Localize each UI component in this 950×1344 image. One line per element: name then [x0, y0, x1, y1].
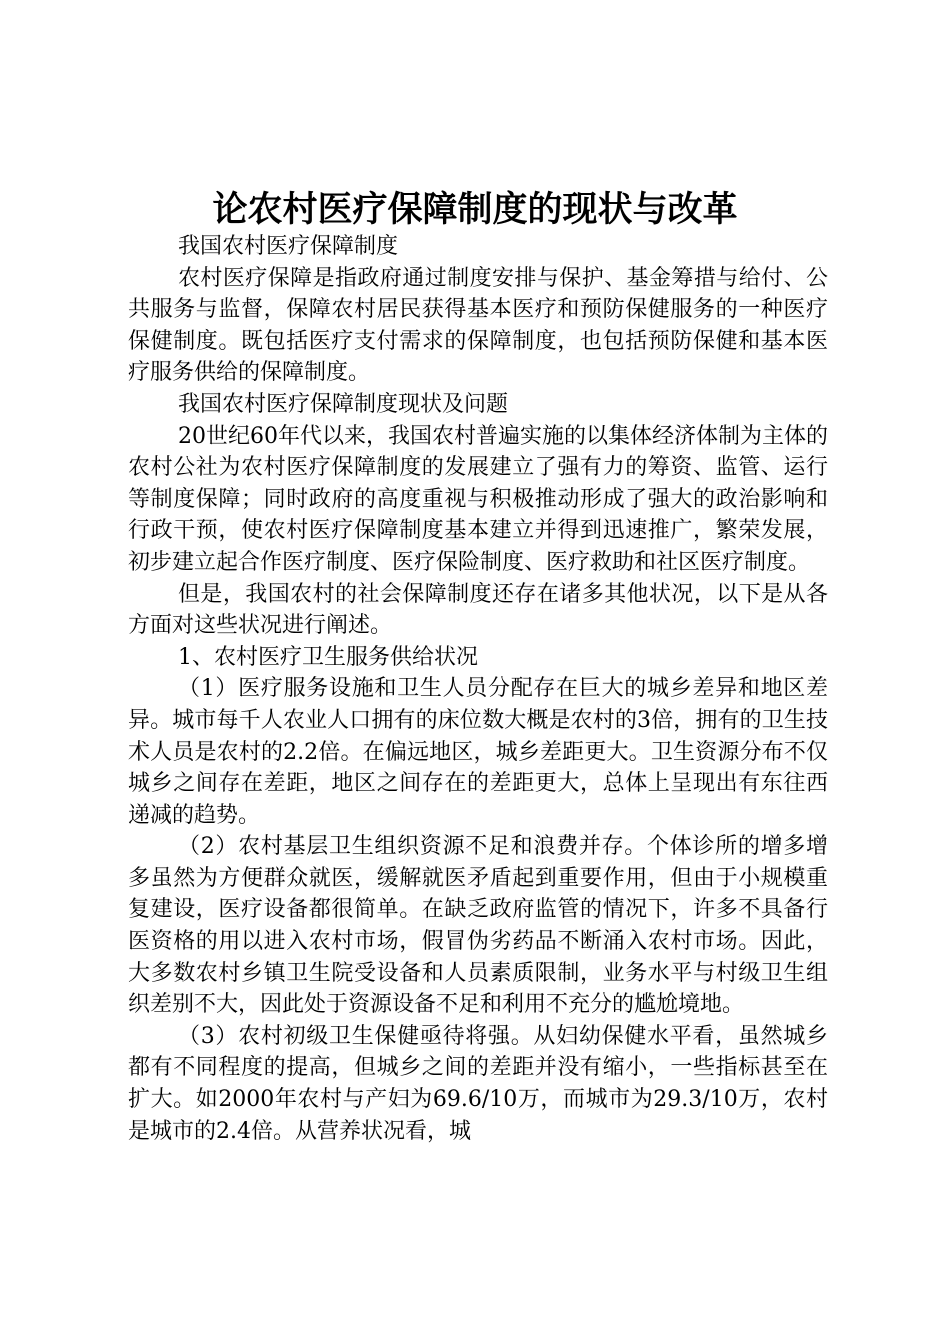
body-paragraph: 但是，我国农村的社会保障制度还存在诸多其他状况，以下是从各方面对这些状况进行阐述。 — [128, 581, 828, 639]
document-body — [128, 231, 828, 1147]
body-paragraph: 农村医疗保障是指政府通过制度安排与保护、基金筹措与给付、公共服务与监督，保障农村居民获得基本医疗和预防保健服务的一种医疗保健制度。既包括医疗支付需求的保障制度，也包括预防保健和基本医疗服务供给的保障制度。 — [128, 265, 828, 386]
section-heading: 1、农村医疗卫生服务供给状况 — [178, 644, 478, 670]
body-paragraph: （3）农村初级卫生保健亟待将强。从妇幼保健水平看，虽然城乡都有不同程度的提高，但城乡之间的差距并没有缩小，一些指标甚至在扩大。如2000年农村与产妇为69.6/10万，而城市为29.3/10万，农村是城市的2.4倍。从营养状况看，城 — [128, 1023, 828, 1144]
body-paragraph: 20世纪60年代以来，我国农村普遍实施的以集体经济体制为主体的农村公社为农村医疗保障制度的发展建立了强有力的筹资、监管、运行等制度保障；同时政府的高度重视与积极推动形成了强大的政治影响和行政干预，使农村医疗保障制度基本建立并得到迅速推广，繁荣发展，初步建立起合作医疗制度、医疗保险制度、医疗救助和社区医疗制度。 — [128, 423, 828, 575]
document-title: 论农村医疗保障制度的现状与改革 — [212, 190, 738, 230]
section-heading: 我国农村医疗保障制度现状及问题 — [178, 391, 509, 417]
body-paragraph: （2）农村基层卫生组织资源不足和浪费并存。个体诊所的增多增多虽然为方便群众就医，缓解就医矛盾起到重要作用，但由于小规模重复建设，医疗设备都很简单。在缺乏政府监管的情况下，许多不具备行医资格的用以进入农村市场，假冒伪劣药品不断涌入农村市场。因此，大多数农村乡镇卫生院受设备和人员素质限制，业务水平与村级卫生组织差别不大，因此处于资源设备不足和利用不充分的尴尬境地。 — [128, 834, 828, 1018]
section-heading: 我国农村医疗保障制度 — [178, 234, 399, 259]
body-paragraph: （1）医疗服务设施和卫生人员分配存在巨大的城乡差异和地区差异。城市每千人农业人口拥有的床位数大概是农村的3倍，拥有的卫生技术人员是农村的2.2倍。在偏远地区，城乡差距更大。卫生资源分布不仅城乡之间存在差距，地区之间存在的差距更大，总体上呈现出有东往西递减的趋势。 — [128, 676, 828, 828]
